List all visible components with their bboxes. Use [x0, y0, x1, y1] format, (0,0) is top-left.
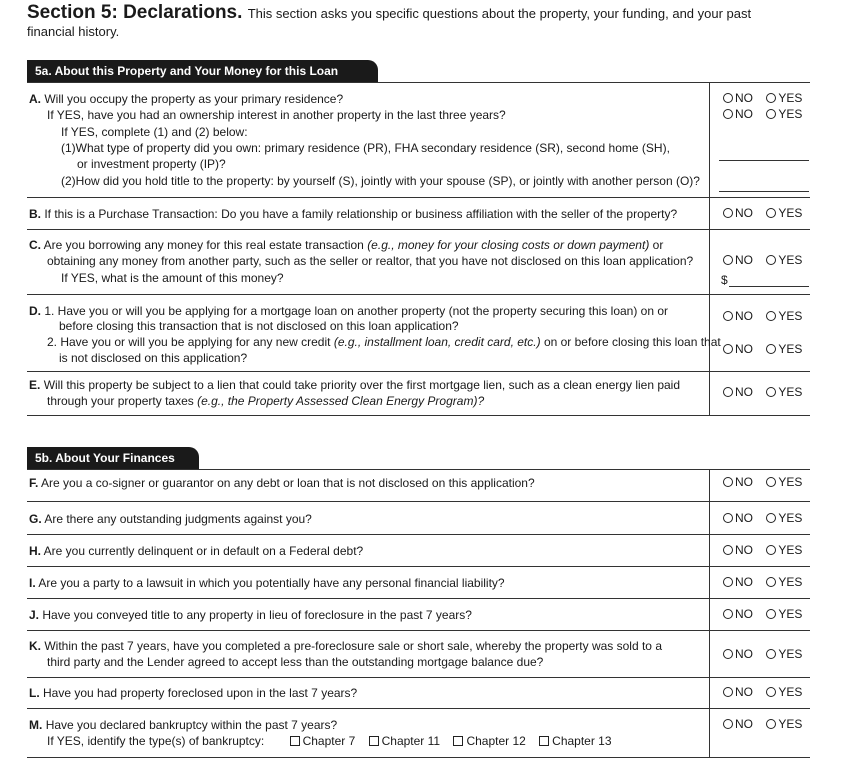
divider — [27, 708, 810, 709]
question-m-line2: If YES, identify the type(s) of bankruptcy: Chapter 7 Chapter 11 Chapter 12 Chapter 13 — [47, 734, 612, 748]
divider — [27, 415, 810, 416]
question-label: A. — [29, 92, 41, 106]
question-b: B. If this is a Purchase Transaction: Do you have a family relationship or business affiliation with the seller of the property? — [29, 207, 678, 221]
question-j: J. Have you conveyed title to any property in lieu of foreclosure in the past 7 years? — [29, 608, 472, 622]
yes-radio[interactable] — [766, 387, 776, 397]
no-radio[interactable] — [723, 255, 733, 265]
question-a-line6: (2)How did you hold title to the property: by yourself (S), jointly with your spouse (SP), or jointly with another person (O)? — [61, 174, 700, 188]
yes-radio[interactable] — [766, 208, 776, 218]
yes-radio[interactable] — [766, 577, 776, 587]
no-radio[interactable] — [723, 719, 733, 729]
yes-radio[interactable] — [766, 649, 776, 659]
no-radio[interactable] — [723, 513, 733, 523]
amount-field[interactable] — [729, 286, 809, 287]
question-d-line3: 2. Have you or will you be applying for any new credit (e.g., installment loan, credit card, etc.) on or before closing this loan that — [47, 335, 721, 349]
divider — [27, 229, 810, 230]
question-a-line2: If YES, have you had an ownership interest in another property in the last three years? — [47, 108, 506, 122]
divider — [27, 566, 810, 567]
no-radio[interactable] — [723, 649, 733, 659]
section-title — [27, 2, 751, 24]
question-a-line5: or investment property (IP)? — [77, 157, 226, 171]
no-radio[interactable] — [723, 387, 733, 397]
column-divider — [709, 82, 710, 416]
yes-radio[interactable] — [766, 344, 776, 354]
no-radio[interactable] — [723, 577, 733, 587]
yes-radio[interactable] — [766, 311, 776, 321]
no-radio[interactable] — [723, 687, 733, 697]
chapter-7-checkbox[interactable] — [290, 736, 300, 746]
question-k-answer: NO YES — [723, 647, 802, 661]
section-description-cont: financial history. — [27, 24, 120, 39]
yes-radio[interactable] — [766, 609, 776, 619]
title-holding-field[interactable] — [719, 191, 809, 192]
question-c-answer: NO YES — [723, 253, 802, 267]
divider — [27, 469, 810, 470]
divider — [27, 534, 810, 535]
chapter-12-checkbox[interactable] — [453, 736, 463, 746]
column-divider — [709, 469, 710, 757]
divider — [27, 82, 810, 83]
question-l: L. Have you had property foreclosed upon in the last 7 years? — [29, 686, 358, 700]
yes-radio[interactable] — [766, 93, 776, 103]
divider — [27, 294, 810, 295]
yes-radio[interactable] — [766, 477, 776, 487]
question-c-line2: obtaining any money from another party, such as the seller or realtor, that you have not disclosed on this loan application? — [47, 254, 694, 268]
question-d-line1: D. 1. Have you or will you be applying for a mortgage loan on another property (not the property securing this loan) on or — [29, 304, 669, 318]
section-description: This section asks you specific questions about the property, your funding, and your past — [247, 6, 752, 21]
question-a-answer: NO YES — [723, 91, 802, 105]
no-radio[interactable] — [723, 208, 733, 218]
no-radio[interactable] — [723, 344, 733, 354]
question-e-line1: E. Will this property be subject to a lien that could take priority over the first mortgage lien, such as a clean energy lien paid — [29, 378, 681, 392]
yes-radio[interactable] — [766, 109, 776, 119]
question-m-answer: NO YES — [723, 717, 802, 731]
question-c-line3: If YES, what is the amount of this money? — [61, 271, 284, 285]
question-h-answer: NO YES — [723, 543, 802, 557]
question-l-answer: NO YES — [723, 685, 802, 699]
no-radio[interactable] — [723, 545, 733, 555]
question-i: I. Are you a party to a lawsuit in which you potentially have any personal financial liability? — [29, 576, 505, 590]
section-title-text: Section 5: Declarations. — [27, 2, 243, 23]
yes-radio[interactable] — [766, 255, 776, 265]
question-e-answer: NO YES — [723, 385, 802, 399]
question-text: Will you occupy the property as your primary residence? — [44, 92, 344, 106]
no-radio[interactable] — [723, 109, 733, 119]
divider — [27, 197, 810, 198]
question-a2-answer: NO YES — [723, 107, 802, 121]
question-g-answer: NO YES — [723, 511, 802, 525]
question-a-line1 — [29, 91, 343, 107]
divider — [27, 371, 810, 372]
question-d2-answer: NO YES — [723, 342, 802, 356]
currency-symbol: $ — [721, 273, 728, 287]
question-b-answer: NO YES — [723, 206, 802, 220]
question-k-line2: third party and the Lender agreed to accept less than the outstanding mortgage balance due? — [47, 655, 544, 669]
question-a-line4: (1)What type of property did you own: primary residence (PR), FHA secondary residence (SR), second home (SH), — [61, 141, 670, 155]
divider — [27, 677, 810, 678]
divider — [27, 501, 810, 502]
no-radio[interactable] — [723, 311, 733, 321]
chapter-11-checkbox[interactable] — [369, 736, 379, 746]
question-h: H. Are you currently delinquent or in default on a Federal debt? — [29, 544, 364, 558]
yes-radio[interactable] — [766, 545, 776, 555]
property-type-field[interactable] — [719, 160, 809, 161]
question-j-answer: NO YES — [723, 607, 802, 621]
divider — [27, 757, 810, 758]
question-g: G. Are there any outstanding judgments against you? — [29, 512, 312, 526]
yes-radio[interactable] — [766, 513, 776, 523]
divider — [27, 630, 810, 631]
question-f: F. Are you a co-signer or guarantor on any debt or loan that is not disclosed on this application? — [29, 476, 535, 490]
question-c-line1: C. Are you borrowing any money for this real estate transaction (e.g., money for your closing costs or down payment) or — [29, 238, 664, 252]
question-i-answer: NO YES — [723, 575, 802, 589]
no-radio[interactable] — [723, 93, 733, 103]
no-radio[interactable] — [723, 477, 733, 487]
question-a-line3: If YES, complete (1) and (2) below: — [61, 125, 248, 139]
question-d-line2: before closing this transaction that is not disclosed on this loan application? — [59, 319, 459, 333]
question-m-line1: M. Have you declared bankruptcy within the past 7 years? — [29, 718, 338, 732]
question-e-line2: through your property taxes (e.g., the Property Assessed Clean Energy Program)? — [47, 394, 485, 408]
question-f-answer: NO YES — [723, 475, 802, 489]
question-d-line4: is not disclosed on this application? — [59, 351, 248, 365]
divider — [27, 598, 810, 599]
no-radio[interactable] — [723, 609, 733, 619]
question-k-line1: K. Within the past 7 years, have you completed a pre-foreclosure sale or short sale, whereby the property was sold to a — [29, 639, 662, 653]
chapter-13-checkbox[interactable] — [539, 736, 549, 746]
yes-radio[interactable] — [766, 719, 776, 729]
question-d1-answer: NO YES — [723, 309, 802, 323]
yes-radio[interactable] — [766, 687, 776, 697]
section-5b-tab: 5b. About Your Finances — [27, 447, 199, 469]
section-5a-tab: 5a. About this Property and Your Money for this Loan — [27, 60, 378, 82]
